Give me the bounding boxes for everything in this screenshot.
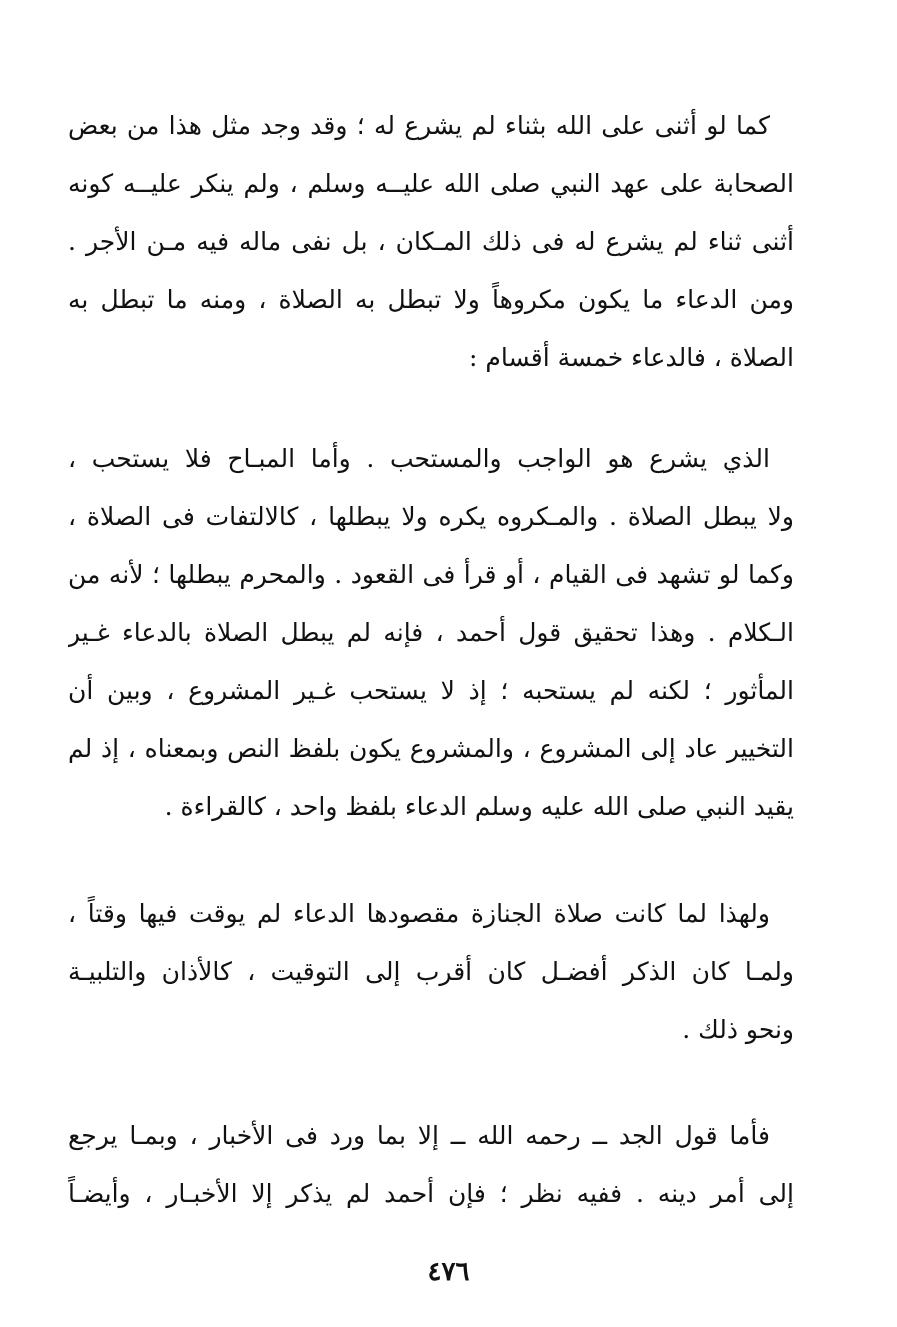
text-line: أثنى ثناء لم يشرع له فى ذلك المـكان ، بل نفى ماله فيه مـن الأجر . [68, 227, 794, 256]
text-line: الـكلام . وهذا تحقيق قول أحمد ، فإنه لم يبطل الصلاة بالدعاء غـير [68, 618, 794, 647]
paragraph-2 [68, 430, 794, 836]
page-number: ٤٧٦ [427, 1257, 470, 1287]
text-line: التخيير عاد إلى المشروع ، والمشروع يكون بلفظ النص وبمعناه ، إذ لم [68, 734, 794, 763]
text-line: ولا يبطل الصلاة . والمـكروه يكره ولا يبطلها ، كالالتفات فى الصلاة ، [68, 502, 794, 531]
text-line: ونحو ذلك . [682, 1015, 794, 1044]
text-line: يقيد النبي صلى الله عليه وسلم الدعاء بلفظ واحد ، كالقراءة . [164, 792, 794, 821]
text-line: الصلاة ، فالدعاء خمسة أقسام : [469, 343, 794, 372]
text-line: فأما قول الجد ــ رحمه الله ــ إلا بما ورد فى الأخبار ، وبمـا يرجع [68, 1121, 770, 1150]
text-line: الذي يشرع هو الواجب والمستحب . وأما المبـاح فلا يستحب ، [68, 444, 770, 473]
text-line: الصحابة على عهد النبي صلى الله عليــه وسلم ، ولم ينكر عليــه كونه [68, 169, 794, 198]
text-line: ولهذا لما كانت صلاة الجنازة مقصودها الدعاء لم يوقت فيها وقتاً ، [68, 899, 770, 928]
text-line: إلى أمر دينه . ففيه نظر ؛ فإن أحمد لم يذكر إلا الأخبـار ، وأيضـاً [68, 1179, 794, 1208]
paragraph-3 [68, 885, 794, 1059]
text-line: ولمـا كان الذكر أفضـل كان أقرب إلى التوقيت ، كالأذان والتلبيـة [68, 957, 794, 986]
text-line: وكما لو تشهد فى القيام ، أو قرأ فى القعود . والمحرم يبطلها ؛ لأنه من [68, 560, 794, 589]
text-line: ومن الدعاء ما يكون مكروهاً ولا تبطل به الصلاة ، ومنه ما تبطل به [68, 285, 794, 314]
paragraph-1 [68, 97, 794, 387]
paragraph-4 [68, 1107, 794, 1223]
text-line: المأثور ؛ لكنه لم يستحبه ؛ إذ لا يستحب غـير المشروع ، وبين أن [68, 676, 794, 705]
text-line: كما لو أثنى على الله بثناء لم يشرع له ؛ وقد وجد مثل هذا من بعض [68, 111, 770, 140]
